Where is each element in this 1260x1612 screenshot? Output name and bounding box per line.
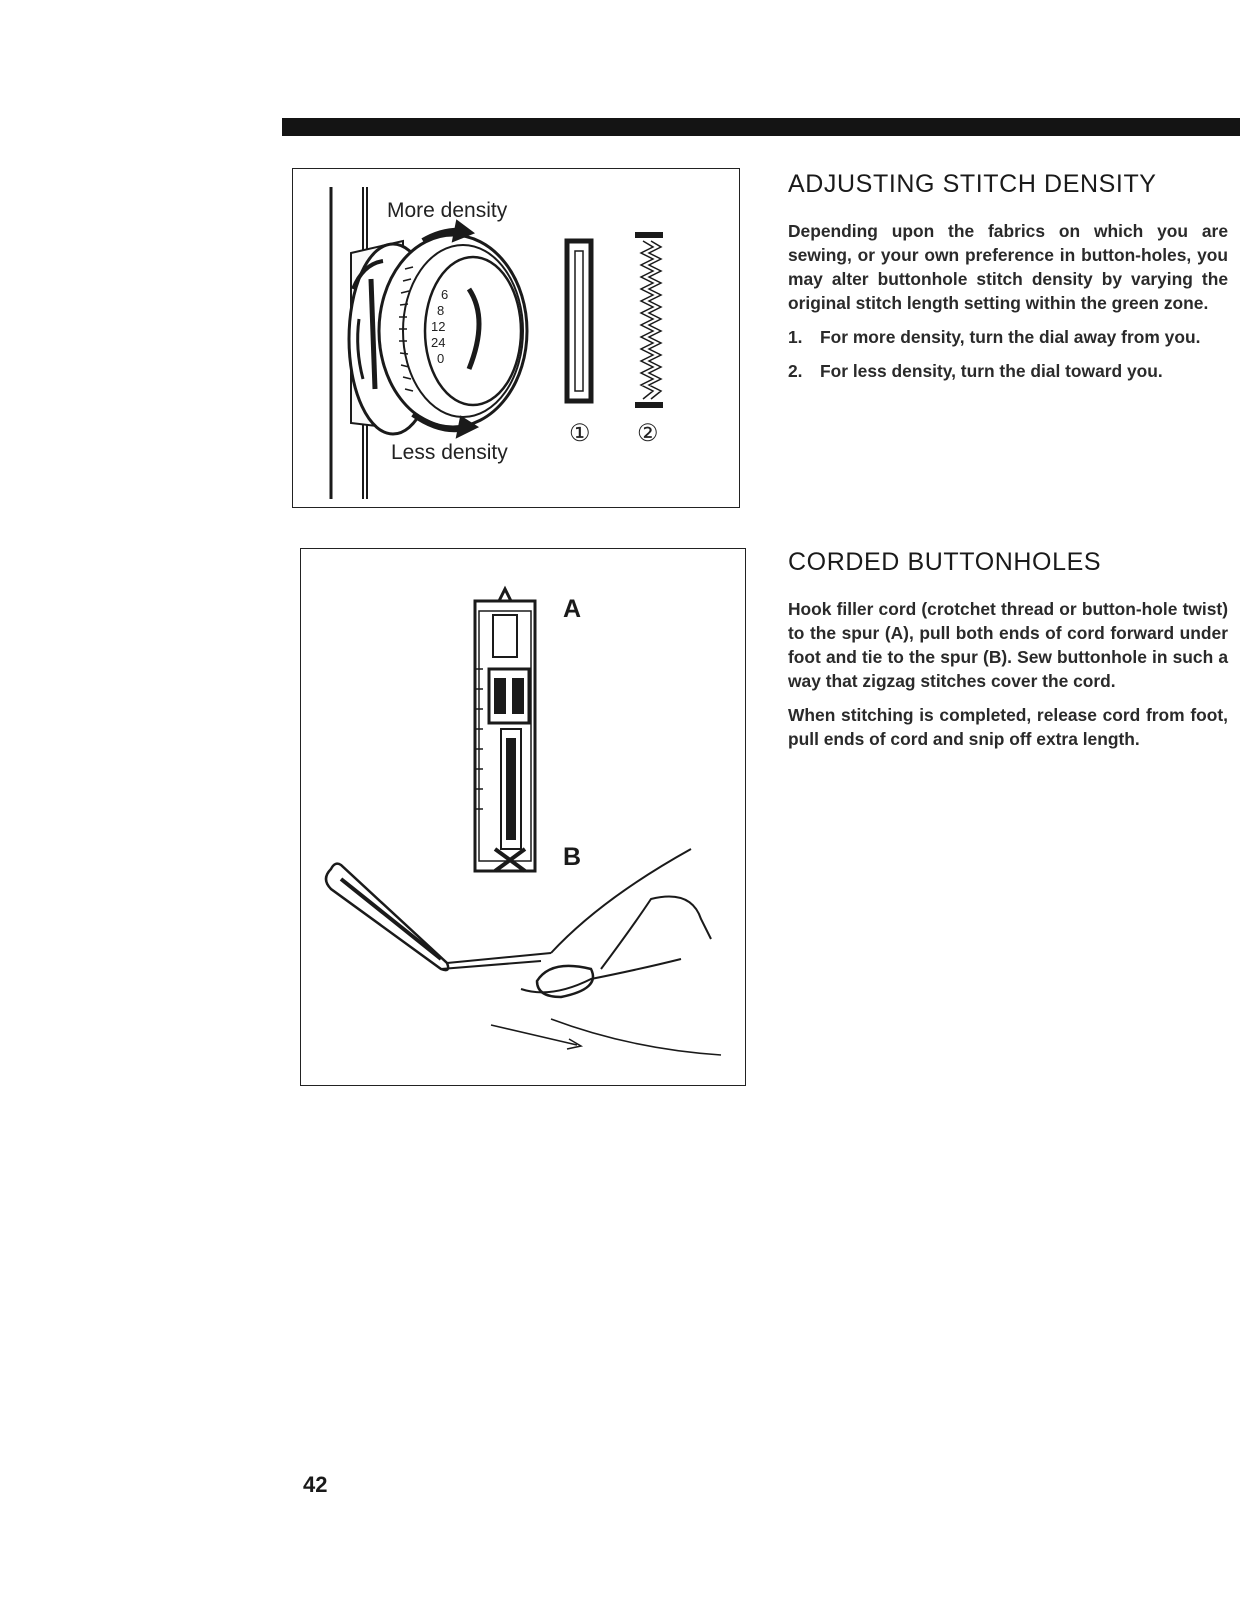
dial-illustration (293, 169, 739, 507)
stitch-sample-2-marker: ② (637, 419, 659, 447)
dial-number-0: 0 (437, 351, 445, 366)
step-number: 2. (788, 361, 803, 381)
step-text: For more density, turn the dial away from you. (820, 327, 1201, 347)
corded-buttonholes-section (788, 548, 1228, 761)
section-paragraph: When stitching is completed, release cord from foot, pull ends of cord and snip off extra length. (788, 705, 1228, 749)
dial-number-6: 6 (441, 287, 449, 302)
section-paragraph: Hook filler cord (crotchet thread or button-hole twist) to the spur (A), pull both ends of cord forward under foot and tie to the spur (B). Sew buttonhole in such a way that zigzag stitches cover the cord. (788, 599, 1228, 691)
stitch-sample-1-marker: ① (569, 419, 591, 447)
dial-number-8: 8 (437, 303, 445, 318)
section-intro: Depending upon the fabrics on which you are sewing, or your own preference in button-holes, you may alter buttonhole stitch density by varying the original stitch length setting within the green zone. (788, 221, 1228, 313)
page-number: 42 (303, 1472, 328, 1497)
corded-buttonhole-figure (300, 548, 746, 1086)
header-rule (282, 118, 1240, 136)
list-item (788, 325, 1228, 349)
list-item (788, 359, 1228, 383)
density-dial-figure (292, 168, 740, 508)
buttonhole-foot-illustration (301, 549, 745, 1085)
section-heading: ADJUSTING STITCH DENSITY (788, 170, 1157, 198)
spur-b-label: B (563, 843, 582, 871)
less-density-label: Less density (391, 441, 508, 464)
dial-number-12: 12 (431, 319, 446, 334)
step-number: 1. (788, 327, 803, 347)
spur-a-label: A (563, 595, 582, 623)
more-density-label: More density (387, 199, 508, 222)
adjusting-stitch-density-section (788, 170, 1228, 393)
density-steps-list (788, 325, 1228, 383)
section-heading: CORDED BUTTONHOLES (788, 548, 1102, 576)
dial-number-24: 24 (431, 335, 446, 350)
step-text: For less density, turn the dial toward you. (820, 361, 1163, 381)
